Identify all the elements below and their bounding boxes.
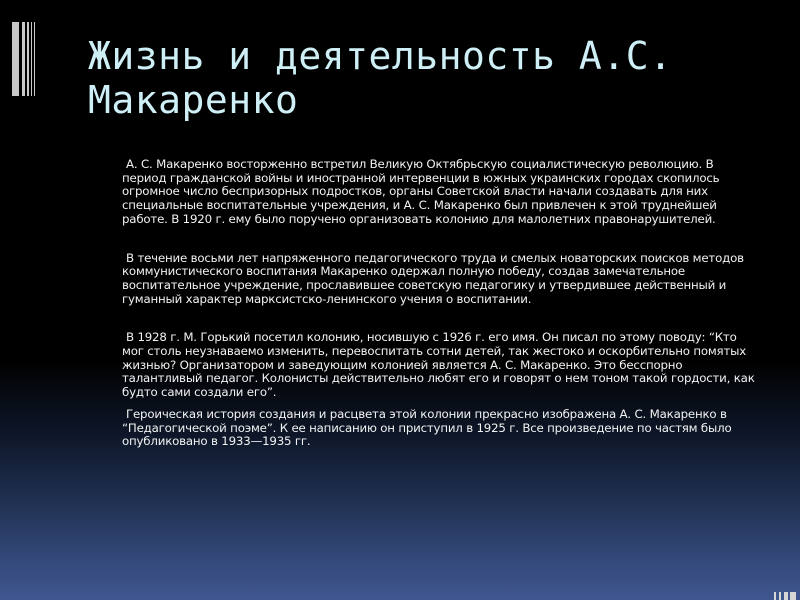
decor-bar xyxy=(27,22,29,96)
slide-title-line-2: Макаренко xyxy=(88,78,299,122)
slide-title xyxy=(88,34,778,122)
paragraph: Героическая история создания и расцвета этой колонии прекрасно изображена А. С. Макаренко в “Педагогической поэме”. К ее написанию он приступил в 1925 г. Все произведение по частям было опубликовано в 1933—1935 гг. xyxy=(122,406,732,449)
decorative-bars-left xyxy=(12,22,38,96)
decor-bar xyxy=(31,22,32,96)
paragraph: В 1928 г. М. Горький посетил колонию, носившую с 1926 г. его имя. Он писал по этому поводу: “Кто мог столь неузнаваемо изменить, перевоспитать сотни детей, так жестоко и оскорбительно помятых жизнью? Организатором и заведующим колонией является А. С. Макаренко. Это бесспорно талантливый педагог. Колонисты действительно любят его и говорят о нем тоном такой гордости, как будто сами создали его”. xyxy=(122,330,755,400)
paragraph: В течение восьми лет напряженного педагогического труда и смелых новаторских поисков методов коммунистического воспитания Макаренко одержал полную победу, создав замечательное воспитательное учреждение, прославившее советскую педагогику и утвердившее действенный и гуманный характер марксистско-ленинского учения о воспитании. xyxy=(122,250,744,306)
decor-bar xyxy=(34,22,35,96)
decor-bar xyxy=(790,592,796,600)
decor-bar xyxy=(774,592,776,600)
decor-bar xyxy=(12,22,19,96)
paragraph: А. С. Макаренко восторженно встретил Великую Октябрьскую социалистическую революцию. В период гражданской войны и иностранной интервенции в южных украинских городах скопилось огромное число беспризорных подростков, органы Советской власти начали создавать для них специальные воспитательные учреждения, и А. С. Макаренко был привлечен к этой труднейшей работе. В 1920 г. ему было поручено организовать колонию для малолетних правонарушителей. xyxy=(122,157,720,226)
slide-body xyxy=(122,158,758,449)
decor-bar xyxy=(784,592,788,600)
decor-bar xyxy=(779,592,781,600)
decor-bar xyxy=(22,22,25,96)
slide-title-line-1: Жизнь и деятельность А.С. xyxy=(88,34,673,78)
decorative-bars-bottom-right xyxy=(774,592,796,600)
